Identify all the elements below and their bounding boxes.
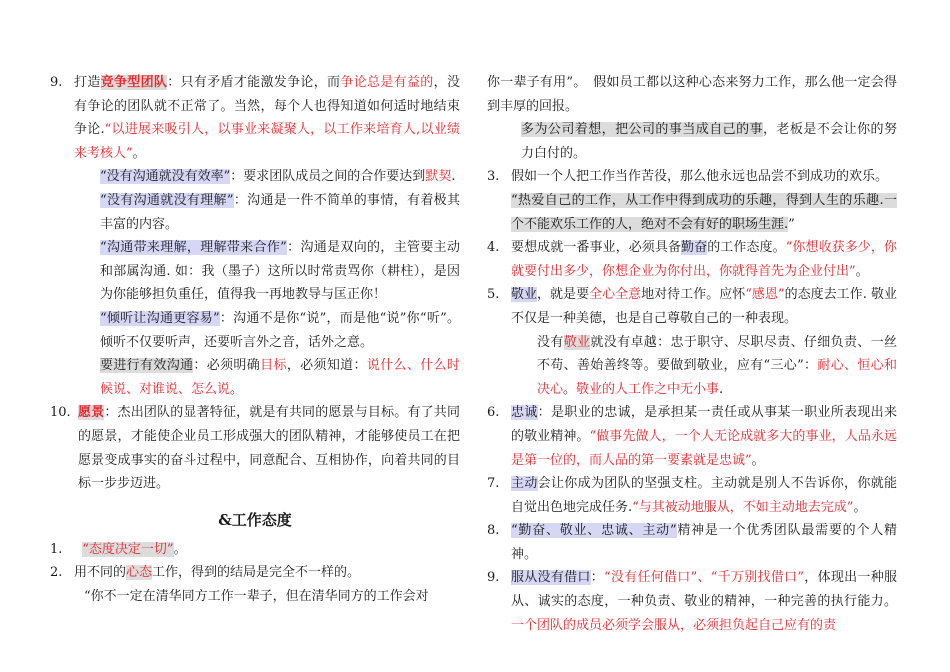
highlight-quote: “沟通带来理解，理解带来合作”: [100, 240, 287, 256]
item-text: 愿景：杰出团队的显著特征，就是有共同的愿景与目标。有了共同的愿景，才能使企业员工形成强大的团队精神，才能够使员工在把愿景变成事实的奋斗过程中，同意配合、互相协作，向着共同的目标一步步迈进。: [78, 405, 460, 492]
item-number: 1.: [50, 541, 63, 557]
highlight-term: 心态: [126, 565, 153, 581]
item-text: 要想成就一番事业，必须具备勤奋的工作态度。“你想收获多少，你就要付出多少，你想企业为你付出，你就得首先为企业付出”。: [511, 240, 897, 279]
emphasis-quote: “与其被动地服从，不如主动地去完成”: [632, 499, 854, 515]
item-number: 8.: [487, 523, 500, 539]
emphasis-quote: “以进展来吸引人，以事业来凝聚人，以工作来培育人,以业绩来考核人”: [74, 122, 460, 161]
highlight-term: 服从没有借口: [511, 570, 591, 586]
emphasis-text: 默契: [425, 169, 452, 185]
sub-paragraph: “沟通带来理解，理解带来合作”：沟通是双向的，主管要主动和部属沟通. 如：我（墨子）这所以时常责骂你（耕柱），是因为你能够担负重任，值得我一再地教导与匡正你！: [100, 240, 460, 303]
highlight-quote: “没有沟通就没有效率”: [100, 169, 231, 185]
emphasis-text: 说什么、什么时候说、对谁说、怎么说: [100, 358, 460, 397]
highlight-quote: “勤奋、敬业、忠诚、主动”: [511, 523, 677, 539]
highlight-term: 勤奋: [681, 240, 708, 256]
highlight-quote: “热爱自己的工作，从工作中得到成功的乐趣，得到人生的乐趣.一个不能欢乐工作的人，绝对不会有好的职场生涯.: [511, 192, 897, 232]
list-item-3: [487, 165, 897, 236]
highlight-term: 忠诚: [511, 405, 538, 421]
highlight-quote: “态度决定一切”: [82, 541, 174, 557]
item-number: 2.: [50, 565, 63, 581]
item-number: 9.: [50, 75, 63, 90]
emphasis-quote: “做事先做人，一个人无论成就多大的事业，人品永远是第一位的，而人品的第一要素就是忠诚”: [511, 428, 897, 468]
section-heading: &工作态度: [218, 510, 292, 529]
list-item-6: [487, 401, 897, 472]
item-number: 5.: [487, 287, 500, 303]
emphasis-text: 一个团队的成员必须学会服从，必须担负起自己应有的责: [511, 617, 837, 633]
highlight-term: 多为公司着想，把公司的事当成自己的事: [521, 122, 763, 138]
item-number: 4.: [487, 240, 500, 256]
item-text: 服从没有借口：“没有任何借口”、“千万别找借口”，体现出一种服从、诚实的态度，一种负责、敬业的精神，一种完善的执行能力。一个团队的成员必须学会服从，必须担负起自己应有的责: [511, 570, 897, 633]
emphasis-text: 敬业的人工作之中无小事: [576, 381, 720, 397]
item-number: 7.: [487, 476, 500, 492]
item-number: 10.: [50, 405, 71, 421]
list-item-1: [50, 538, 460, 562]
item-text: 忠诚：是职业的忠诚，是承担某一责任或从事某一职业所表现出来的敬业精神。“做事先做人，一个人无论成就多大的事业，人品永远是第一位的，而人品的第一要素就是忠诚”。: [511, 405, 897, 468]
highlight-quote: “没有沟通就没有理解”: [100, 192, 234, 208]
sub-paragraph: 多为公司着想，把公司的事当成自己的事，老板是不会让你的努力白付的。: [521, 122, 897, 161]
item-number: 6.: [487, 405, 500, 421]
sub-paragraph: 要进行有效沟通：必须明确目标，必须知道：说什么、什么时候说、对谁说、怎么说。: [100, 358, 460, 397]
list-item-9: [50, 71, 460, 165]
emphasis-quote: “你想收获多少，你就要付出多少，你想企业为你付出，你就得首先为企业付出”: [511, 240, 897, 279]
highlight-term: 敬业: [563, 334, 591, 350]
emphasis-text: 全心全意: [589, 287, 642, 303]
emphasis-text: 耐心、恒心和决心: [537, 358, 897, 397]
item-number: 3.: [487, 169, 500, 185]
list-item-10: [50, 401, 460, 495]
highlight-quote: “倾听让沟通更容易”: [100, 310, 220, 326]
continued-paragraph: 你一辈子有用”。 假如员工都以这种心态来努力工作，那么他一定会得到丰厚的回报。: [487, 75, 897, 114]
emphasis-text: “感恩”: [745, 287, 785, 303]
item-text: “态度决定一切”。: [82, 541, 187, 557]
item-text: 主动会让你成为团队的坚强支柱。主动就是别人不告诉你，你就能自觉出色地完成任务.“与其被动地服从，不如主动地去完成”。: [511, 476, 897, 515]
highlight-term: 要进行有效沟通: [100, 358, 194, 374]
sub-paragraph: “没有沟通就没有理解”：沟通是一件不简单的事情，有着极其丰富的内容。: [100, 192, 460, 232]
emphasis-text: 争论总是有益的: [340, 75, 434, 90]
highlight-term: 主动: [511, 476, 538, 492]
sub-paragraph: 没有敬业就没有卓越：忠于职守、尽职尽责、仔细负责、一丝不苟、善始善终等。要做到敬业，应有“三心”：耐心、恒心和决心。敬业的人工作之中无小事.: [537, 334, 897, 397]
list-item-2: [50, 561, 460, 585]
item-text: 假如一个人把工作当作苦役，那么他永远也品尝不到成功的欢乐。 “热爱自己的工作，从工作中得到成功的乐趣，得到人生的乐趣.一个不能欢乐工作的人，绝对不会有好的职场生涯.”: [511, 169, 897, 232]
highlight-term: 竞争型团队: [100, 75, 168, 90]
list-item-5: [487, 283, 897, 330]
emphasis-text: 目标: [260, 358, 287, 374]
sub-paragraph: “没有沟通就没有效率”：要求团队成员之间的合作要达到默契.: [100, 169, 456, 185]
item-number: 9.: [487, 570, 500, 586]
emphasis-quote: “没有任何借口”、“千万别找借口”: [603, 570, 805, 586]
item-text: “勤奋、敬业、忠诚、主动”精神是一个优秀团队最需要的个人精神。: [511, 523, 897, 562]
highlight-term: 愿景: [78, 405, 105, 421]
sub-paragraph: “倾听让沟通更容易”：沟通不是你“说”，而是他“说”你“听”。倾听不仅要听声，还要听言外之音，话外之意。: [100, 310, 460, 350]
item-text: 敬业，就是要全心全意地对待工作。应怀“感恩”的态度去工作. 敬业不仅是一种美德，也是自己尊敬自己的一种表现。: [511, 287, 897, 326]
item-text: 用不同的心态工作，得到的结局是完全不一样的。: [74, 565, 361, 581]
list-item-8: [487, 519, 897, 566]
item-text: 打造竞争型团队：只有矛盾才能激发争论，而争论总是有益的，没有争论的团队就不正常了。当然，每个人也得知道如何适时地结束争论.“以进展来吸引人，以事业来凝聚人，以工作来培育人,以业绩来考核人”。: [74, 75, 460, 161]
list-item-7: [487, 472, 897, 519]
list-item-4: [487, 236, 897, 283]
highlight-term: 敬业: [511, 287, 538, 303]
left-column: [50, 71, 460, 608]
list-item-9-right: [487, 566, 897, 637]
quote-paragraph: “你不一定在清华同方工作一辈子，但在清华同方的工作会对: [84, 588, 429, 604]
right-column: [487, 71, 897, 637]
